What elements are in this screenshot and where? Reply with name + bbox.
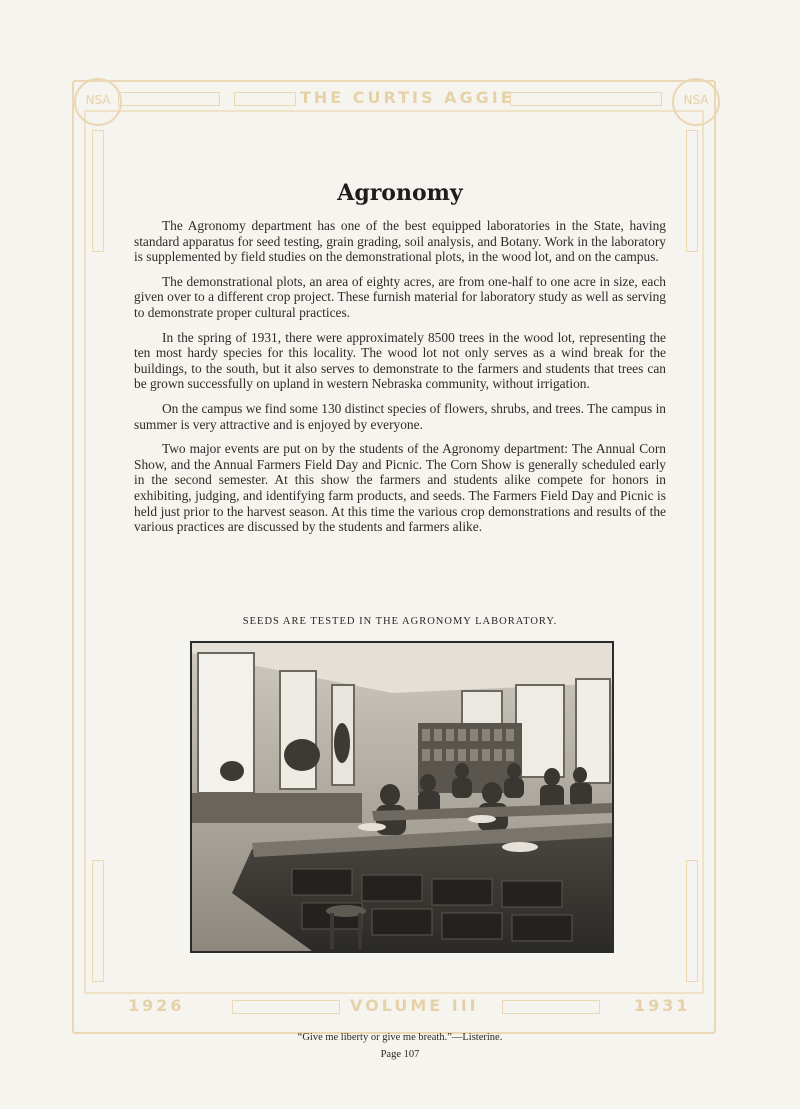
page-title: Agronomy (337, 180, 463, 206)
laboratory-photo-illustration (192, 643, 612, 951)
paragraph: In the spring of 1931, there were approximately 8500 trees in the wood lot, representing the ten most hardy species for this locality. The wood lot not only serves as a wind break for the buildings, to the south, but it also serves to demonstrate to the farmers and students that trees can be grown successfully on upland in western Nebraska community, without irrigation. (134, 329, 666, 392)
footer-band (74, 992, 710, 1020)
header-band (74, 84, 710, 112)
laboratory-photo (190, 641, 614, 953)
volume-label: VOLUME III (350, 996, 479, 1015)
year-end: 1931 (634, 996, 691, 1015)
page-number: Page 107 (380, 1049, 420, 1060)
footer-ornament-right (502, 1000, 600, 1014)
year-start: 1926 (128, 996, 185, 1015)
running-title: THE CURTIS AGGIE (300, 88, 515, 107)
header-ornament-mid (234, 92, 296, 106)
header-ornament-right (510, 92, 662, 106)
header-ornament-left (118, 92, 220, 106)
footer-quote: “Give me liberty or give me breath.”—Listerine. (297, 1032, 503, 1043)
paragraph: Two major events are put on by the students of the Agronomy department: The Annual Corn Show, and the Annual Farmers Field Day and Picnic. The Corn Show is generally scheduled early in the second semester. At this show the farmers and students alike compete for honors in exhibiting, judging, and identifying farm products, and seeds. The Farmers Field Day and Picnic is held just prior to the harvest season. At this time the various crop demonstrations and results of the various practices are discussed by the students and farmers alike. (134, 441, 666, 535)
side-ornament-right-lower (686, 860, 698, 982)
footer-ornament-left (232, 1000, 340, 1014)
paragraph: The demonstrational plots, an area of eighty acres, are from one-half to one acre in size, each given over to a different crop project. These furnish material for laboratory study as well as serving to demonstrate proper cultural practices. (134, 273, 666, 320)
side-ornament-left-lower (92, 860, 104, 982)
seal-right-logo: NSA (672, 78, 720, 126)
seal-left-logo: NSA (74, 78, 122, 126)
paragraph: The Agronomy department has one of the best equipped laboratories in the State, having standard apparatus for seed testing, grain grading, soil analysis, and Botany. Work in the laboratory is supplemented by field studies on the demonstrational plots, in the wood lot, and on the campus. (134, 218, 666, 265)
paragraph: On the campus we find some 130 distinct species of flowers, shrubs, and trees. The campus in summer is very attractive and is enjoyed by everyone. (134, 400, 666, 432)
photo-caption: SEEDS ARE TESTED IN THE AGRONOMY LABORATORY. (242, 616, 558, 627)
article-body (134, 218, 666, 544)
